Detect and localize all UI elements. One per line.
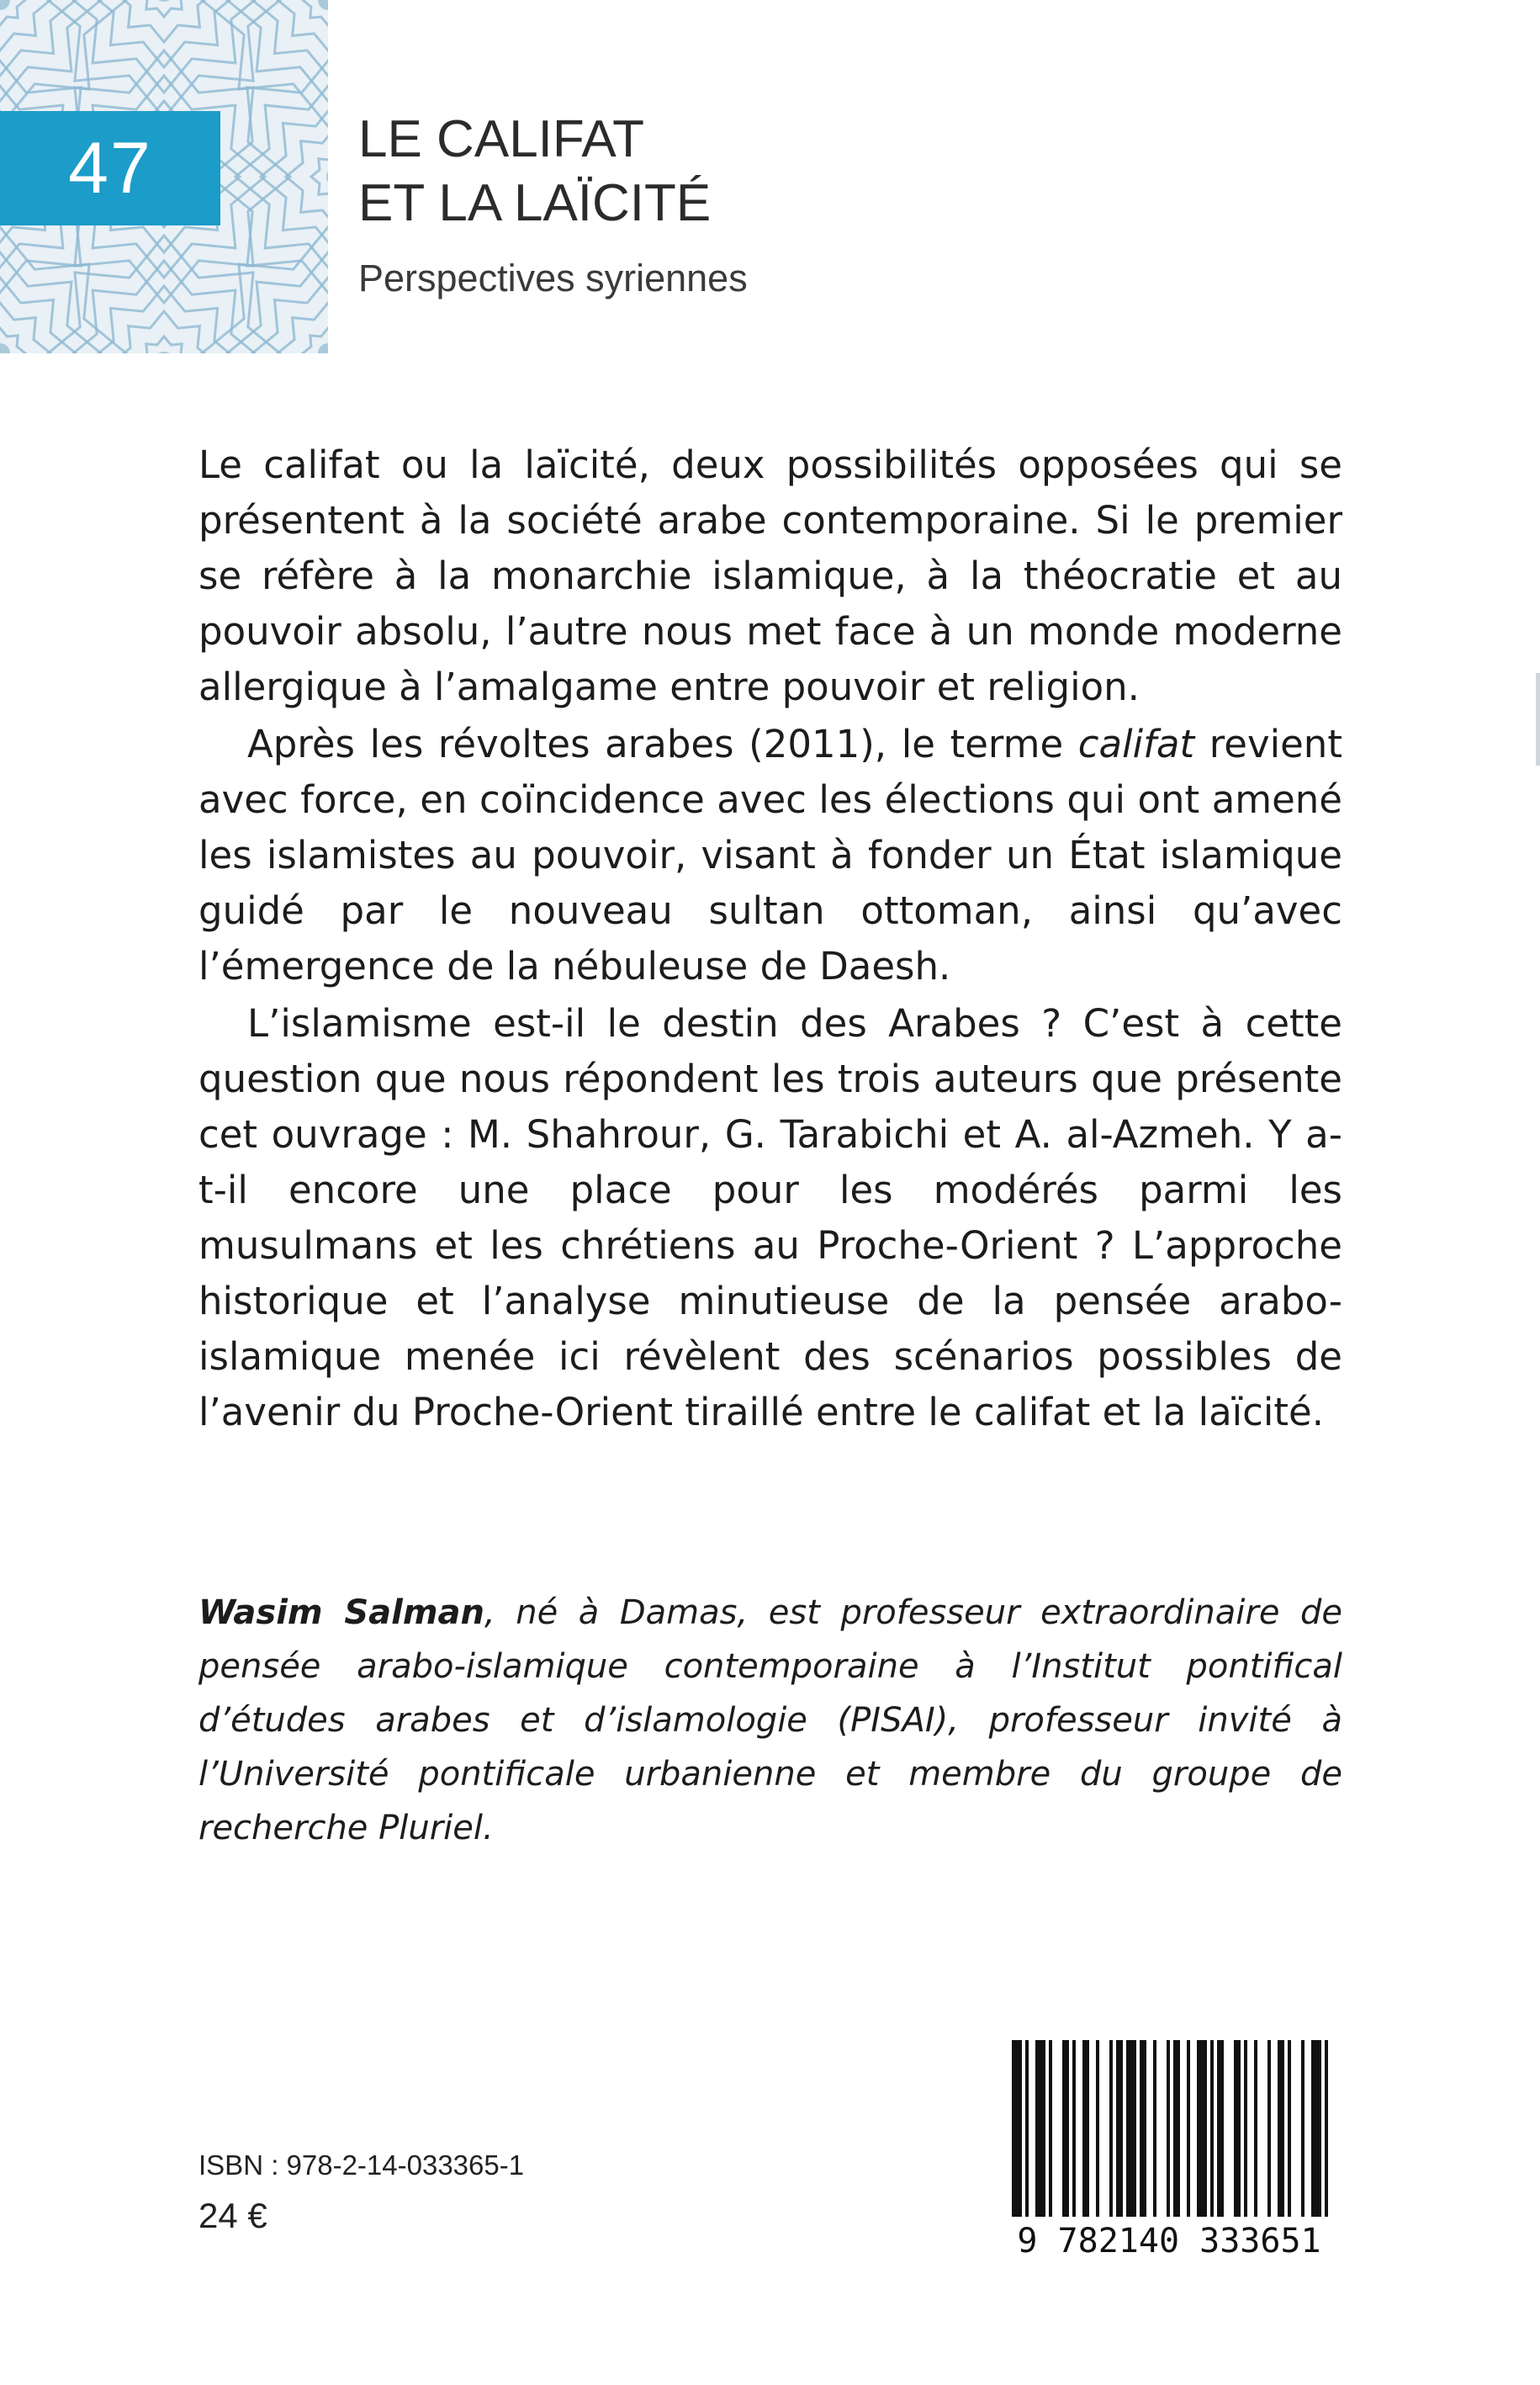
barcode-bar <box>1288 2040 1291 2217</box>
book-subtitle: Perspectives syriennes <box>358 257 748 299</box>
blurb-paragraph-1: Le califat ou la laïcité, deux possibilités opposées qui se présentent à la société arabe contemporaine. Si le premier se réfère à la monarchie islamique, à la théocratie et au pouvoir absolu, l’autre nous met face à un monde moderne allergique à l’amalgame entre pouvoir et religion. <box>198 443 1342 709</box>
barcode-digits: 9 782140 333651 <box>1017 2222 1321 2259</box>
blurb-p2-after: revient avec force, en coïncidence avec les élections qui ont amené les islamistes au pouvoir, visant à fonder un État islamique guidé par le nouveau sultan ottoman, ainsi qu’avec l’émergence de la nébuleuse de Daesh. <box>198 722 1342 988</box>
barcode-bar <box>1234 2040 1241 2217</box>
barcode-bar <box>1072 2040 1076 2217</box>
barcode-bar <box>1278 2040 1284 2217</box>
barcode-bar <box>1035 2040 1045 2217</box>
barcode-bar <box>1267 2040 1271 2217</box>
barcode-bar <box>1217 2040 1224 2217</box>
author-bio <box>198 1586 1342 1855</box>
title-line-2: ET LA LAÏCITÉ <box>358 174 712 232</box>
barcode-bar <box>1082 2040 1089 2217</box>
blurb-paragraph-3: L’islamisme est-il le destin des Arabes ? C’est à cette question que nous répondent les trois auteurs que présente cet ouvrage : M. Shahrour, G. Tarabichi et A. al-Azmeh. Y a-t-il encore une place pour les modérés parmi les musulmans et les chrétiens au Proche-Orient ? L’approche historique et l’analyse minutieuse de la pensée arabo-islamique menée ici révèlent des scénarios possibles de l’avenir du Proche-Orient tiraillé entre le califat et la laïcité. <box>198 1001 1342 1434</box>
barcode-bar <box>1187 2040 1190 2217</box>
barcode-bar <box>1167 2040 1170 2217</box>
blurb-paragraph-2 <box>198 717 1342 994</box>
barcode-bar <box>1325 2040 1328 2217</box>
barcode-bar <box>1311 2040 1321 2217</box>
author-name: Wasim Salman <box>198 1593 485 1632</box>
barcode-bar <box>1301 2040 1305 2217</box>
barcode-bar <box>1254 2040 1257 2217</box>
barcode-bar <box>1062 2040 1069 2217</box>
barcode-bar <box>1025 2040 1029 2217</box>
book-title <box>358 108 711 236</box>
barcode-bar <box>1153 2040 1156 2217</box>
barcode <box>988 2032 1350 2259</box>
blurb-p2-italic: califat <box>1077 722 1195 766</box>
author-description: , né à Damas, est professeur extraordinaire de pensée arabo-islamique contemporaine à l’Institut pontifical d’études arabes et d’islamologie (PISAI), professeur invité à l’Université pontificale urbanienne et membre du groupe de recherche Pluriel. <box>198 1593 1342 1847</box>
barcode-bar <box>1173 2040 1180 2217</box>
barcode-icon <box>988 2032 1350 2259</box>
barcode-bar <box>1049 2040 1052 2217</box>
barcode-bar <box>1012 2040 1022 2217</box>
series-number: 47 <box>68 127 152 209</box>
barcode-bar <box>1096 2040 1099 2217</box>
blurb-p2-before: Après les révoltes arabes (2011), le terme <box>247 722 1078 766</box>
isbn: ISBN : 978-2-14-033365-1 <box>198 2149 525 2181</box>
barcode-bar <box>1244 2040 1247 2217</box>
edge-mark <box>1536 673 1540 766</box>
barcode-bar <box>1210 2040 1214 2217</box>
barcode-bar <box>1197 2040 1207 2217</box>
barcode-bar <box>1140 2040 1146 2217</box>
barcode-bar <box>1126 2040 1136 2217</box>
blurb <box>198 437 1342 1442</box>
barcode-bar <box>1116 2040 1123 2217</box>
series-number-badge <box>0 111 220 225</box>
title-line-1: LE CALIFAT <box>358 110 644 168</box>
barcode-bar <box>1109 2040 1113 2217</box>
price: 24 € <box>198 2196 267 2235</box>
